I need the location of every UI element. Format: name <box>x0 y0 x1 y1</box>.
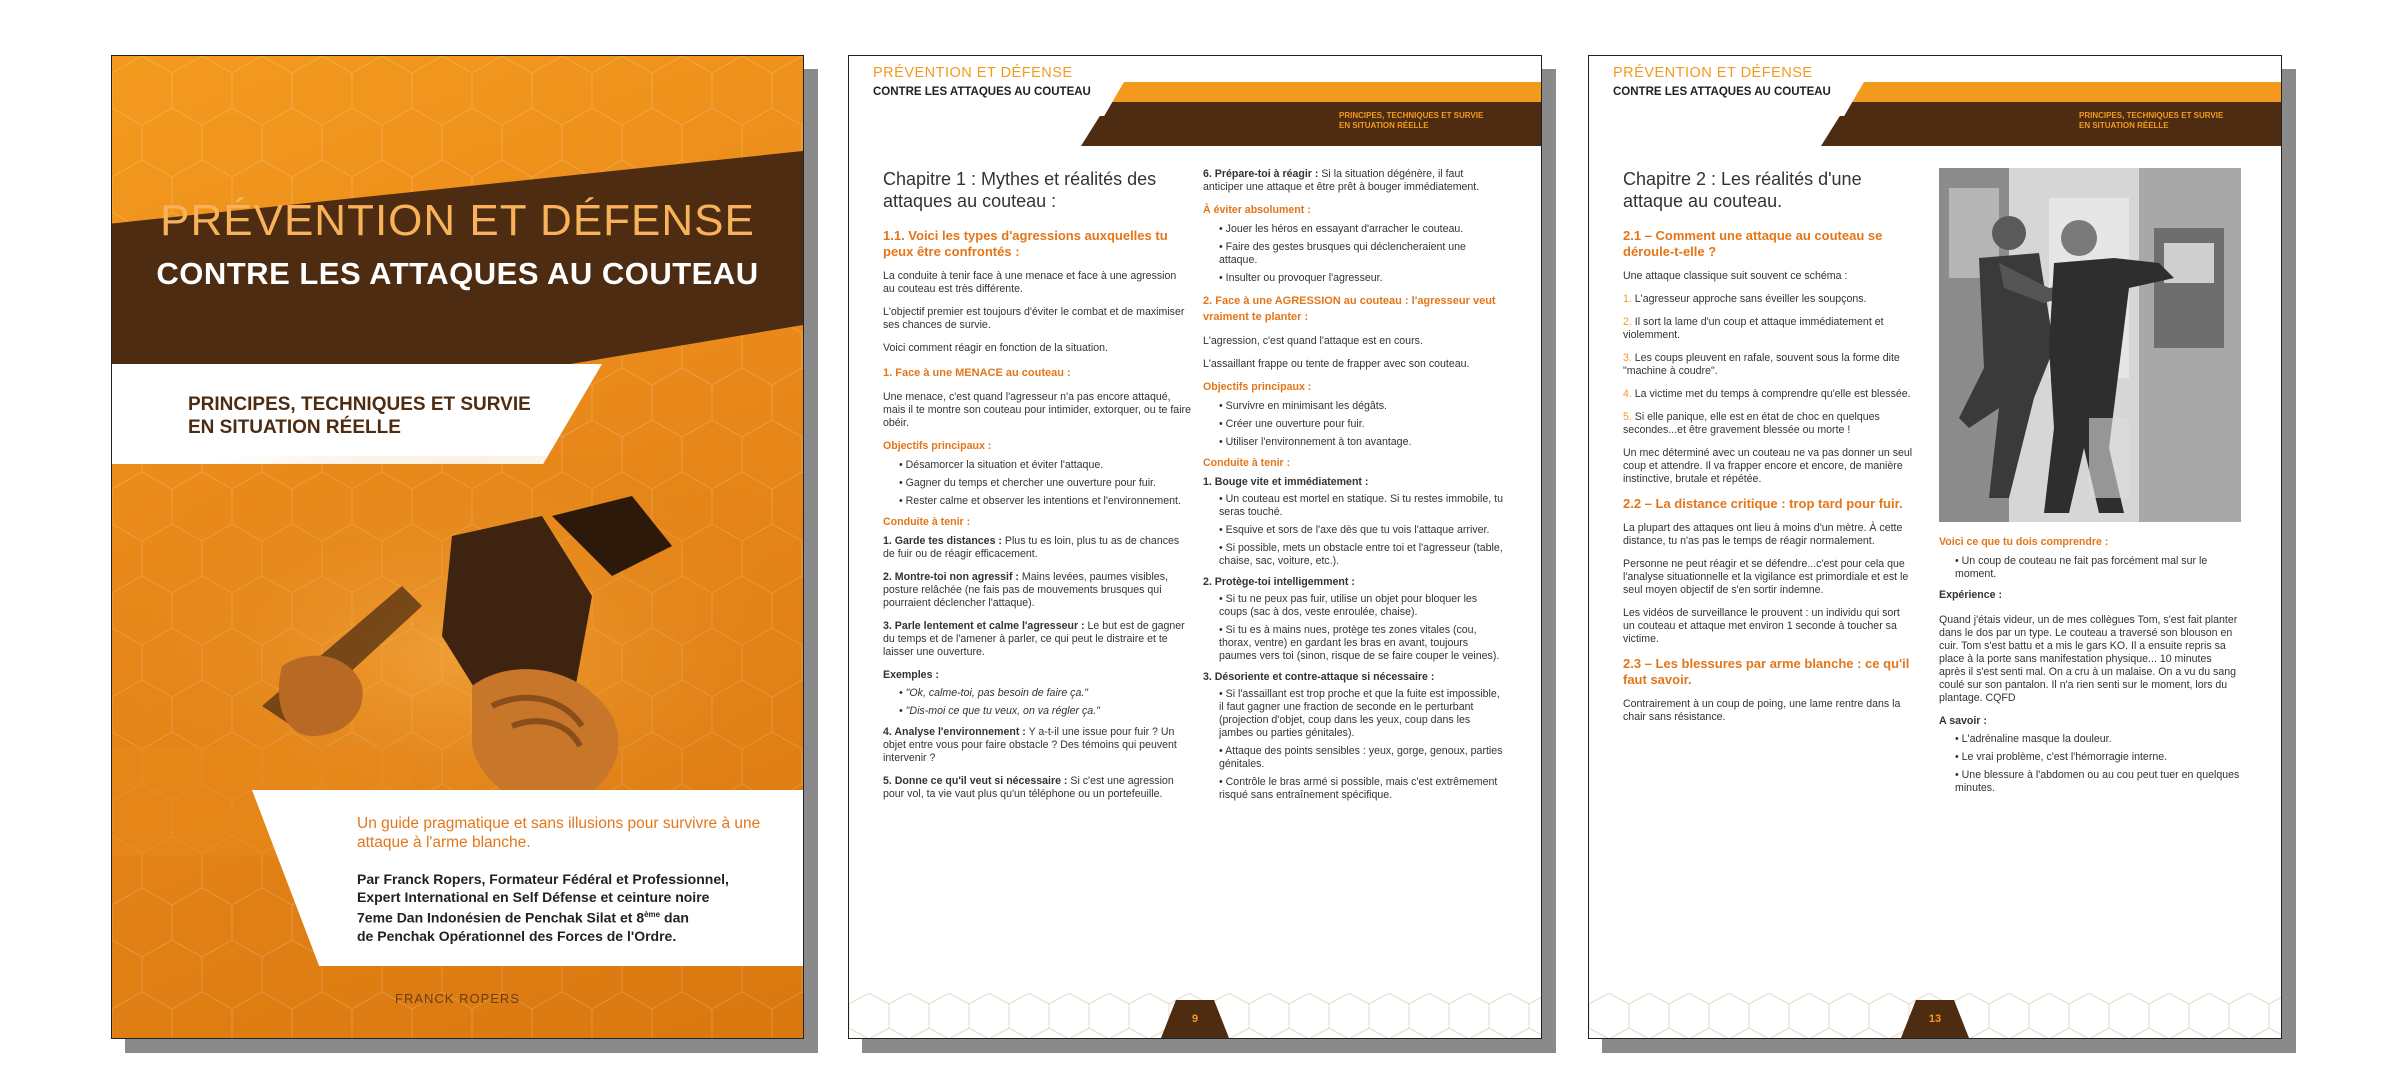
paragraph: Quand j'étais videur, un de mes collègues Tom, s'est fait planter dans le dos par un type. Le couteau a traversé son blouson en cuir. Tom s'est battu et a mis le gars KO. Il a ensuite repris sa place à la porte sans manifestation physique... 10 minutes après il s'est senti mal. On a cru à un malaise. On a vu du sang coulé sur son pantalon. Il n'a rien senti sur le moment, lors du plantage. CQFD <box>1939 614 2238 704</box>
cover-author-bio <box>357 870 797 945</box>
page-footer <box>1589 993 2281 1038</box>
cover-subtitle-line1: PRINCIPES, TECHNIQUES ET SURVIE <box>188 394 531 415</box>
bold-lead: 4. Analyse l'environnement : <box>883 726 1026 738</box>
bullet-list <box>1203 688 1503 802</box>
paragraph: Une menace, c'est quand l'agresseur n'a pas encore attaqué, mais il te montre son couteau pour intimider, extorquer, ou te faire obéir. <box>883 391 1191 429</box>
subheading: Objectifs principaux : <box>883 440 992 452</box>
section-heading: 1.1. Voici les types d'agressions auxquelles tu peux être confrontés : <box>883 228 1168 259</box>
list-item: • Attaque des points sensibles : yeux, gorge, genoux, parties génitales. <box>1219 745 1503 771</box>
author-line4: de Penchak Opérationnel des Forces de l'Ordre. <box>357 927 677 944</box>
list-item: • Contrôle le bras armé si possible, mais c'est extrêmement risqué sans entraînement spécifique. <box>1219 776 1503 802</box>
paragraph <box>883 620 1191 659</box>
cover-title-line1: PRÉVENTION ET DÉFENSE <box>160 196 755 245</box>
header-tagline <box>2079 111 2223 131</box>
paragraph: Un mec déterminé avec un couteau ne va pas donner un seul coup et attendre. Il va frapper encore et encore, de manière instinctive, brutale et répétée. <box>1623 447 1913 485</box>
paragraph: Contrairement à un coup de poing, une lame rentre dans la chair sans résistance. <box>1623 698 1901 723</box>
author-line3-sup: ème <box>644 910 661 919</box>
paragraph: L'assaillant frappe ou tente de frapper avec son couteau. <box>1203 358 1470 370</box>
paragraph-text: Y a-t-il une issue pour fuir ? Un objet entre vous pour faire obstacle ? Des témoins qui peuvent intervenir ? <box>883 726 1177 764</box>
list-item: • Désamorcer la situation et éviter l'attaque. <box>899 459 1191 472</box>
section-heading: 2.1 – Comment une attaque au couteau se déroule-t-elle ? <box>1623 228 1883 259</box>
list-item: • Si tu es à mains nues, protège tes zones vitales (cou, thorax, ventre) en gardant les bras en avant, toujours paumes vers toi (sinon, risque de se faire couper le veines). <box>1219 624 1503 663</box>
paragraph-text: Le but est de gagner du temps et de l'amener à parler, ce qui peut le distraire et te laisser une ouverture. <box>883 620 1185 658</box>
step-number: 5. <box>1623 411 1632 423</box>
subheading: Voici ce que tu dois comprendre : <box>1939 536 2109 548</box>
list-item: • Gagner du temps et chercher une ouverture pour fuir. <box>899 477 1191 490</box>
book-cover <box>111 55 804 1039</box>
list-item: • Rester calme et observer les intentions et l'environnement. <box>899 495 1191 508</box>
list-item: • Utiliser l'environnement à ton avantage. <box>1219 436 1503 449</box>
author-line2: Expert International en Self Défense et ceinture noire <box>357 889 710 905</box>
list-item: • Si tu ne peux pas fuir, utilise un objet pour bloquer les coups (sac à dos, veste enroulée, chaise). <box>1219 593 1503 619</box>
step-item <box>1623 352 1913 378</box>
author-line3-end: dan <box>660 909 689 926</box>
step-text: La victime met du temps à comprendre qu'elle est blessée. <box>1631 388 1911 400</box>
cover-author-name: FRANCK ROPERS <box>395 991 520 1006</box>
step-item <box>1623 388 1913 401</box>
list-item: • Insulter ou provoquer l'agresseur. <box>1219 272 1503 285</box>
page9-right-column <box>1203 168 1503 810</box>
paragraph <box>1203 168 1503 194</box>
bold-lead: 2. Montre-toi non agressif : <box>883 571 1019 583</box>
author-line3-text: 7eme Dan Indonésien de Penchak Silat et 8 <box>357 909 645 926</box>
numbered-heading: 2. Protège-toi intelligemment : <box>1203 576 1355 588</box>
author-line3 <box>357 906 797 927</box>
header-tagline-1: PRINCIPES, TECHNIQUES ET SURVIE <box>2079 111 2224 120</box>
subheading: Objectifs principaux : <box>1203 381 1312 393</box>
step-text: Il sort la lame d'un coup et attaque immédiatement et violemment. <box>1623 316 1884 341</box>
section-heading: 2. Face à une AGRESSION au couteau : l'agresseur veut vraiment te planter : <box>1203 295 1496 323</box>
step-text: Si elle panique, elle est en état de choc en quelques secondes...et être gravement blessée ou morte ! <box>1623 411 1880 436</box>
page-9 <box>848 55 1542 1039</box>
header-tagline-2: EN SITUATION RÉELLE <box>1339 121 1429 130</box>
page9-left-column <box>883 168 1191 811</box>
page-header <box>1589 56 2281 146</box>
subheading: Expérience : <box>1939 589 2003 601</box>
list-item: • Un couteau est mortel en statique. Si tu restes immobile, tu seras touché. <box>1219 493 1503 519</box>
section-heading: 2.3 – Les blessures par arme blanche : ce qu'il faut savoir. <box>1623 656 1910 687</box>
subheading: À éviter absolument : <box>1203 204 1311 216</box>
paragraph: Une attaque classique suit souvent ce schéma : <box>1623 270 1848 282</box>
list-item: • Faire des gestes brusques qui déclencheraient une attaque. <box>1219 241 1503 267</box>
bullet-list <box>1203 593 1503 663</box>
bullet-list <box>1203 400 1503 449</box>
subheading: Exemples : <box>883 669 939 681</box>
street-attack-photo <box>1939 168 2241 522</box>
header-tagline-2: EN SITUATION RÉELLE <box>2079 121 2169 130</box>
subheading: A savoir : <box>1939 715 1987 727</box>
cover-lead: Un guide pragmatique et sans illusions pour survivre à une attaque à l'arme blanche. <box>357 815 761 851</box>
paragraph: L'objectif premier est toujours d'éviter le combat et de maximiser ses chances de survie. <box>883 306 1185 331</box>
list-item: • Esquive et sors de l'axe dès que tu vois l'attaque arriver. <box>1219 524 1503 537</box>
list-item: • "Ok, calme-toi, pas besoin de faire ça." <box>899 687 1191 700</box>
header-subtitle: CONTRE LES ATTAQUES AU COUTEAU <box>873 86 1091 98</box>
list-item: • Jouer les héros en essayant d'arracher le couteau. <box>1219 223 1503 236</box>
step-text: Les coups pleuvent en rafale, souvent sous la forme dite "machine à coudre". <box>1623 352 1900 377</box>
paragraph <box>883 775 1191 801</box>
numbered-heading: 3. Désoriente et contre-attaque si nécessaire : <box>1203 671 1435 683</box>
section-heading: 1. Face à une MENACE au couteau : <box>883 367 1071 379</box>
step-text: L'agresseur approche sans éveiller les soupçons. <box>1631 293 1867 305</box>
page13-left-column <box>1623 168 1913 734</box>
header-title: PRÉVENTION ET DÉFENSE <box>1613 65 1813 81</box>
header-subtitle: CONTRE LES ATTAQUES AU COUTEAU <box>1613 86 1831 98</box>
subheading: Conduite à tenir : <box>1203 457 1291 469</box>
bullet-list <box>1939 733 2241 795</box>
cover-title-line2: CONTRE LES ATTAQUES AU COUTEAU <box>156 256 759 291</box>
list-item: • Un coup de couteau ne fait pas forcément mal sur le moment. <box>1955 555 2241 581</box>
paragraph <box>883 571 1191 610</box>
paragraph: Personne ne peut réagir et se défendre...c'est pour cela que l'analyse situationnelle et la vigilance est primordiale et est le seul moyen objectif de s'en sortir indemne. <box>1623 558 1909 596</box>
chapter-title: Chapitre 1 : Mythes et réalités des attaques au couteau : <box>883 169 1157 211</box>
bullet-list <box>1203 223 1503 285</box>
paragraph-text: Si la situation dégénère, il faut anticiper une attaque et être prêt à bouger immédiatement. <box>1203 168 1480 193</box>
list-item: • "Dis-moi ce que tu veux, on va régler ça." <box>899 705 1191 718</box>
bold-lead: 1. Garde tes distances : <box>883 535 1002 547</box>
list-item: • Survivre en minimisant les dégâts. <box>1219 400 1503 413</box>
cover-subtitle <box>188 393 531 439</box>
step-number: 1. <box>1623 293 1632 305</box>
paragraph: La plupart des attaques ont lieu à moins d'un mètre. À cette distance, tu n'as pas le temps de réagir normalement. <box>1623 522 1903 547</box>
paragraph: La conduite à tenir face à une menace et face à une agression au couteau est très différente. <box>883 270 1177 295</box>
paragraph: Les vidéos de surveillance le prouvent : un individu qui sort un couteau et attaque met environ 1 seconde à toucher sa victime. <box>1623 607 1900 645</box>
paragraph-text: Mains levées, paumes visibles, posture relâchée (ne fais pas de mouvements brusques qui pourraient déclencher l'attaque). <box>883 571 1168 609</box>
cover-subtitle-line2: EN SITUATION RÉELLE <box>188 417 401 438</box>
header-tagline <box>1339 111 1483 131</box>
page-number: 13 <box>1928 1013 1942 1025</box>
bold-lead: 6. Prépare-toi à réagir : <box>1203 168 1319 180</box>
chapter-title: Chapitre 2 : Les réalités d'une attaque au couteau. <box>1623 169 1862 211</box>
paragraph-text: Si c'est une agression pour vol, ta vie vaut plus qu'un téléphone ou un portefeuille. <box>883 775 1174 800</box>
step-number: 3. <box>1623 352 1632 364</box>
page-footer <box>849 993 1541 1038</box>
paragraph: L'agression, c'est quand l'attaque est en cours. <box>1203 335 1423 347</box>
step-item <box>1623 293 1913 306</box>
step-item <box>1623 411 1913 437</box>
step-item <box>1623 316 1913 342</box>
section-heading: 2.2 – La distance critique : trop tard pour fuir. <box>1623 496 1903 511</box>
bullet-list <box>1203 493 1503 568</box>
numbered-heading: 1. Bouge vite et immédiatement : <box>1203 476 1369 488</box>
paragraph-text: Plus tu es loin, plus tu as de chances de fuir ou de réagir efficacement. <box>883 535 1180 560</box>
bullet-list <box>1939 555 2241 581</box>
list-item: • L'adrénaline masque la douleur. <box>1955 733 2241 746</box>
author-line1: Par Franck Ropers, Formateur Fédéral et Professionnel, <box>357 871 729 887</box>
page13-right-column <box>1939 536 2241 803</box>
page-header <box>849 56 1541 146</box>
list-item: • Le vrai problème, c'est l'hémorragie interne. <box>1955 751 2241 764</box>
bullet-list <box>883 459 1191 508</box>
list-item: • Une blessure à l'abdomen ou au cou peut tuer en quelques minutes. <box>1955 769 2241 795</box>
page-number: 9 <box>1191 1013 1199 1025</box>
paragraph: Voici comment réagir en fonction de la situation. <box>883 342 1108 354</box>
step-number: 2. <box>1623 316 1632 328</box>
paragraph <box>883 535 1191 561</box>
list-item: • Si l'assaillant est trop proche et que la fuite est impossible, il faut gagner une fraction de seconde en le perturbant (projection d'objet, coup dans les yeux, coup dans les jambes ou parties génitales). <box>1219 688 1503 740</box>
subheading: Conduite à tenir : <box>883 516 971 528</box>
examples-list <box>883 687 1191 718</box>
page-13 <box>1588 55 2282 1039</box>
bold-lead: 3. Parle lentement et calme l'agresseur : <box>883 620 1085 632</box>
bold-lead: 5. Donne ce qu'il veut si nécessaire : <box>883 775 1068 787</box>
paragraph <box>883 726 1191 765</box>
list-item: • Créer une ouverture pour fuir. <box>1219 418 1503 431</box>
step-number: 4. <box>1623 388 1632 400</box>
header-tagline-1: PRINCIPES, TECHNIQUES ET SURVIE <box>1339 111 1484 120</box>
list-item: • Si possible, mets un obstacle entre toi et l'agresseur (table, chaise, sac, voiture, etc.). <box>1219 542 1503 568</box>
header-title: PRÉVENTION ET DÉFENSE <box>873 65 1073 81</box>
